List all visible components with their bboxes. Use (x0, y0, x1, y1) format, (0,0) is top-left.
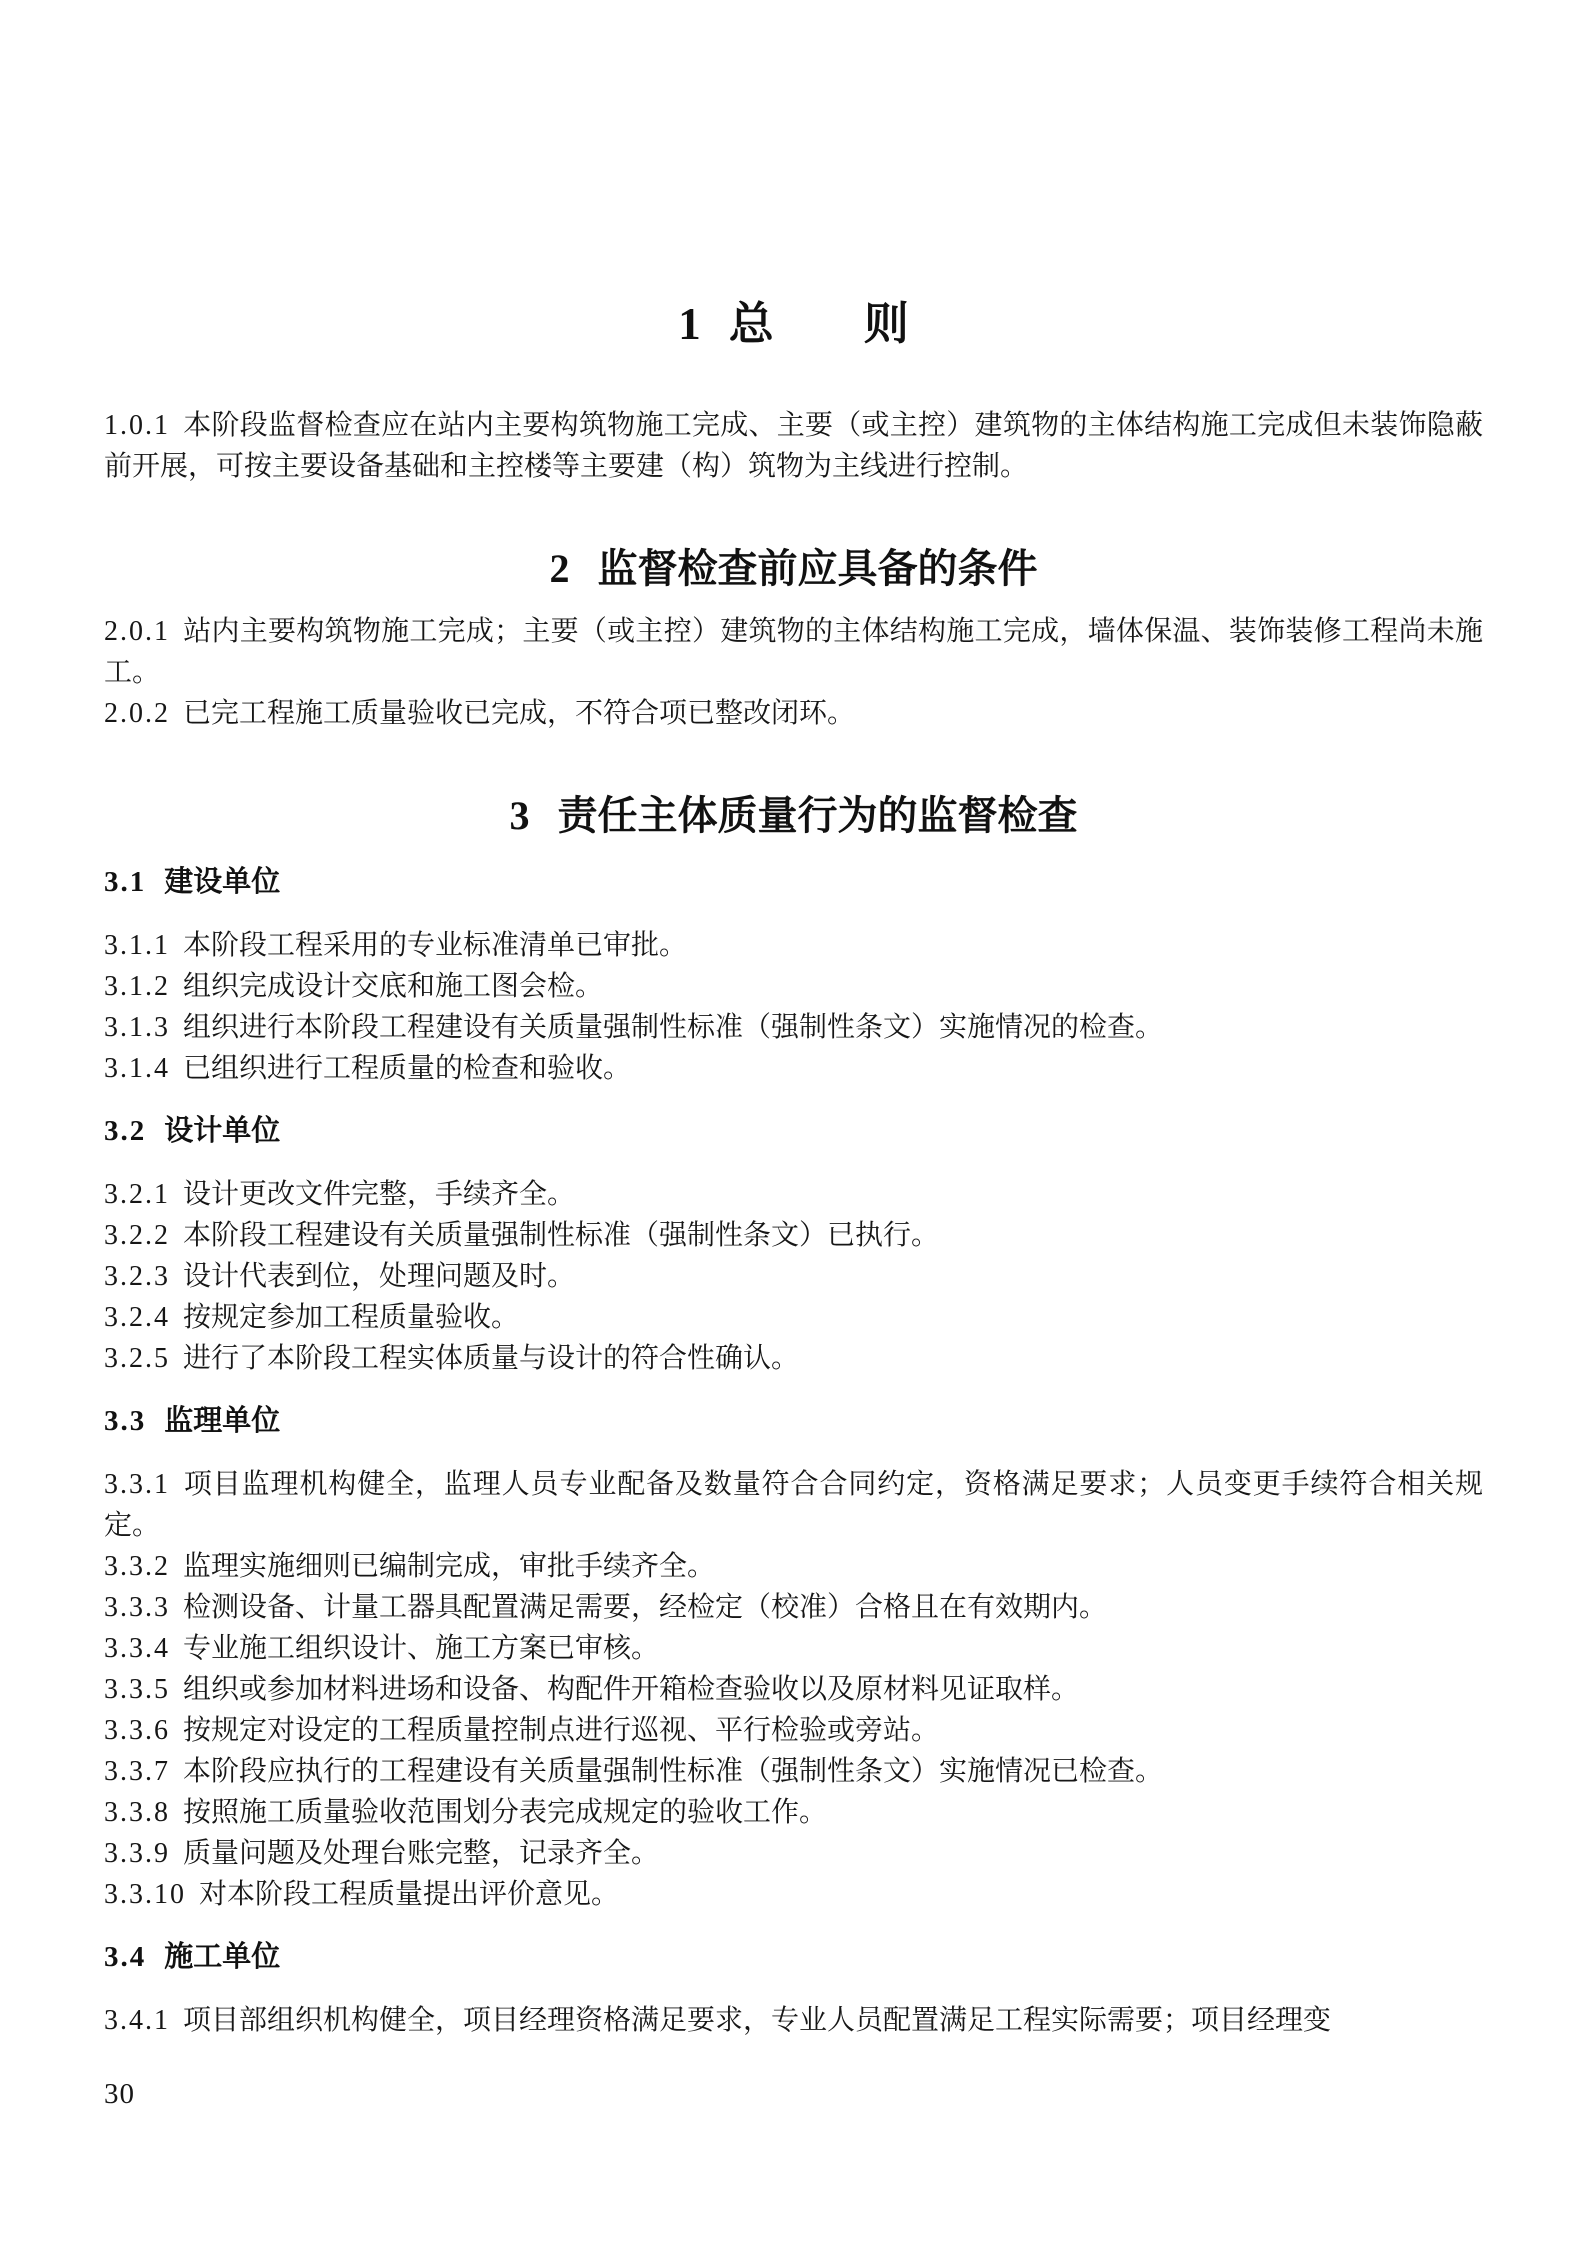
clause-2-0-1 (104, 611, 1483, 693)
clause-text: 监理实施细则已编制完成，审批手续齐全。 (183, 1550, 716, 1582)
subsection-number: 3.1 (104, 865, 147, 898)
subsection-title-text: 设计单位 (164, 1114, 281, 1147)
clause-text: 本阶段应执行的工程建设有关质量强制性标准（强制性条文）实施情况已检查。 (183, 1755, 1164, 1787)
clause-text: 项目监理机构健全，监理人员专业配备及数量符合合同约定，资格满足要求；人员变更手续符合相关规定。 (104, 1468, 1483, 1541)
subsection-3-1-heading (104, 862, 1483, 903)
chapter-1-number: 1 (678, 299, 701, 349)
subsection-3-2-heading (104, 1111, 1483, 1152)
subsection-3-4-heading (104, 1937, 1483, 1978)
clause-text: 对本阶段工程质量提出评价意见。 (199, 1878, 620, 1910)
chapter-2-number: 2 (549, 545, 570, 591)
subsection-title-text: 施工单位 (164, 1940, 281, 1973)
clause-number: 3.2.4 (104, 1301, 170, 1333)
clause-number: 3.3.7 (104, 1755, 170, 1787)
clause-3-3-7 (104, 1751, 1483, 1792)
clause-3-2-3 (104, 1256, 1483, 1297)
clause-number: 3.1.1 (104, 929, 170, 961)
clause-text: 本阶段工程采用的专业标准清单已审批。 (183, 929, 688, 961)
clause-3-3-2 (104, 1546, 1483, 1587)
chapter-2-heading (104, 545, 1483, 593)
clause-text: 已完工程施工质量验收已完成，不符合项已整改闭环。 (183, 697, 856, 729)
clause-number: 3.3.9 (104, 1837, 170, 1869)
clause-text: 按规定对设定的工程质量控制点进行巡视、平行检验或旁站。 (183, 1714, 940, 1746)
clause-number: 3.3.6 (104, 1714, 170, 1746)
clause-number: 3.3.3 (104, 1591, 170, 1623)
subsection-title-text: 建设单位 (164, 865, 281, 898)
clause-number: 3.3.8 (104, 1796, 170, 1828)
clause-number: 3.3.5 (104, 1673, 170, 1705)
clause-3-4-1 (104, 2000, 1483, 2041)
clause-text: 专业施工组织设计、施工方案已审核。 (183, 1632, 660, 1664)
clause-number: 3.3.4 (104, 1632, 170, 1664)
clause-number: 3.2.1 (104, 1178, 170, 1210)
chapter-3-number: 3 (509, 792, 530, 838)
clause-number: 3.4.1 (104, 2004, 170, 2036)
clause-3-2-1 (104, 1174, 1483, 1215)
clause-number: 3.2.5 (104, 1342, 170, 1374)
clause-number: 2.0.2 (104, 697, 170, 729)
clause-3-1-4 (104, 1048, 1483, 1089)
clause-1-0-1 (104, 405, 1483, 487)
clause-3-3-4 (104, 1628, 1483, 1669)
clause-text: 质量问题及处理台账完整，记录齐全。 (183, 1837, 660, 1869)
clause-text: 组织完成设计交底和施工图会检。 (183, 970, 604, 1002)
clause-number: 3.3.1 (104, 1468, 170, 1500)
chapter-2-title-text: 监督检查前应具备的条件 (597, 546, 1038, 591)
clause-3-3-6 (104, 1710, 1483, 1751)
clause-2-0-2 (104, 693, 1483, 734)
clause-3-1-2 (104, 966, 1483, 1007)
subsection-title-text: 监理单位 (164, 1404, 281, 1437)
clause-text: 按照施工质量验收范围划分表完成规定的验收工作。 (183, 1796, 828, 1828)
clause-number: 1.0.1 (104, 409, 170, 441)
clause-number: 3.1.2 (104, 970, 170, 1002)
clause-3-2-2 (104, 1215, 1483, 1256)
clause-text: 本阶段监督检查应在站内主要构筑物施工完成、主要（或主控）建筑物的主体结构施工完成但未装饰隐蔽前开展，可按主要设备基础和主控楼等主要建（构）筑物为主线进行控制。 (104, 409, 1483, 482)
clause-number: 3.1.3 (104, 1011, 170, 1043)
clause-number: 3.2.3 (104, 1260, 170, 1292)
clause-text: 项目部组织机构健全，项目经理资格满足要求，专业人员配置满足工程实际需要；项目经理变 (183, 2004, 1332, 2036)
clause-text: 设计更改文件完整，手续齐全。 (183, 1178, 576, 1210)
clause-3-1-3 (104, 1007, 1483, 1048)
chapter-1-title-text: 总 则 (728, 298, 909, 349)
subsection-number: 3.3 (104, 1404, 147, 1437)
subsection-3-3-heading (104, 1401, 1483, 1442)
chapter-1-heading (104, 298, 1483, 351)
clause-text: 站内主要构筑物施工完成；主要（或主控）建筑物的主体结构施工完成，墙体保温、装饰装修工程尚未施工。 (104, 615, 1483, 688)
clause-number: 3.1.4 (104, 1052, 170, 1084)
clause-text: 组织或参加材料进场和设备、构配件开箱检查验收以及原材料见证取样。 (183, 1673, 1080, 1705)
clause-number: 2.0.1 (104, 615, 170, 647)
clause-text: 进行了本阶段工程实体质量与设计的符合性确认。 (183, 1342, 800, 1374)
clause-3-3-3 (104, 1587, 1483, 1628)
clause-3-3-9 (104, 1833, 1483, 1874)
clause-text: 按规定参加工程质量验收。 (183, 1301, 520, 1333)
page-number: 30 (104, 2078, 135, 2110)
clause-3-3-1 (104, 1464, 1483, 1546)
clause-text: 本阶段工程建设有关质量强制性标准（强制性条文）已执行。 (183, 1219, 940, 1251)
clause-text: 组织进行本阶段工程建设有关质量强制性标准（强制性条文）实施情况的检查。 (183, 1011, 1164, 1043)
clause-3-1-1 (104, 925, 1483, 966)
clause-number: 3.3.2 (104, 1550, 170, 1582)
clause-3-3-8 (104, 1792, 1483, 1833)
clause-text: 设计代表到位，处理问题及时。 (183, 1260, 576, 1292)
chapter-3-title-text: 责任主体质量行为的监督检查 (557, 793, 1078, 838)
clause-text: 检测设备、计量工器具配置满足需要，经检定（校准）合格且在有效期内。 (183, 1591, 1108, 1623)
clause-3-3-5 (104, 1669, 1483, 1710)
clause-text: 已组织进行工程质量的检查和验收。 (183, 1052, 632, 1084)
chapter-3-heading (104, 792, 1483, 840)
clause-3-3-10 (104, 1874, 1483, 1915)
clause-3-2-5 (104, 1338, 1483, 1379)
subsection-number: 3.2 (104, 1114, 147, 1147)
clause-number: 3.3.10 (104, 1878, 186, 1910)
clause-number: 3.2.2 (104, 1219, 170, 1251)
clause-3-2-4 (104, 1297, 1483, 1338)
subsection-number: 3.4 (104, 1940, 147, 1973)
